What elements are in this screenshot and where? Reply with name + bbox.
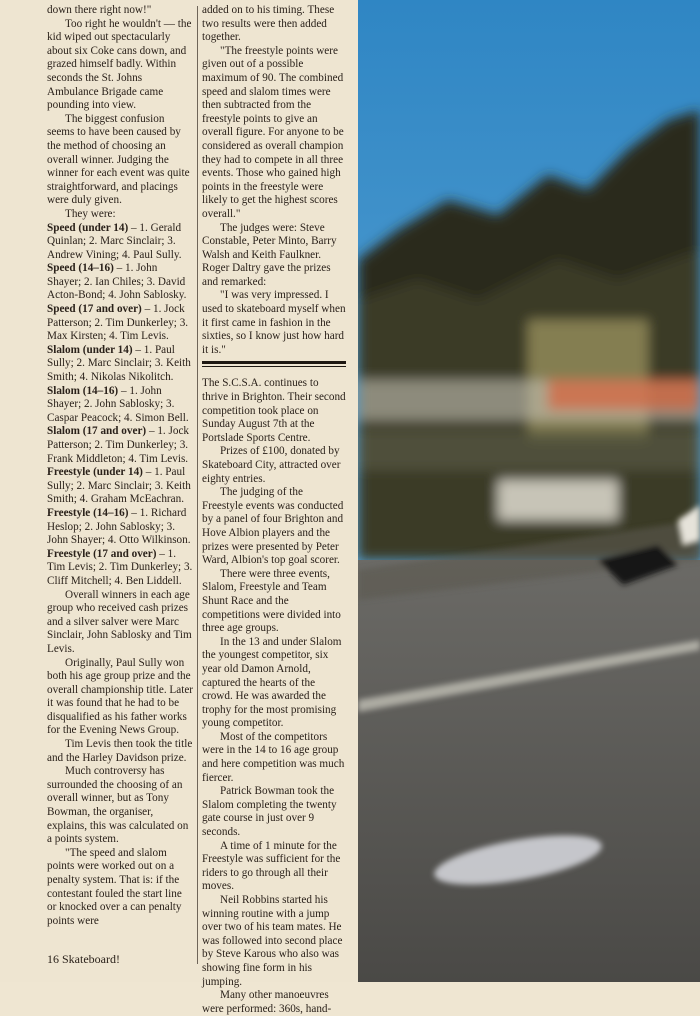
paragraph: Tim Levis then took the title and the Harley Davidson prize. (47, 738, 193, 764)
results-text: – 1. Richard Heslop; 2. John Sablosky; 3. John Shayer; 4. Otto Wilkinson. (47, 506, 191, 547)
paragraph: Prizes of £100, donated by Skateboard City, attracted over eighty entries. (202, 445, 341, 485)
article-column-2 (202, 4, 346, 1016)
paragraph: "The freestyle points were given out of a possible maximum of 90. The combined speed and slalom times were then subtracted from the freestyle points to give an overall figure. For anyone to be considered as overall champion they had to compete in all three events. Those who gained high points in the freestyle were likely to get the highest scores overall." (202, 44, 344, 220)
results-text: – 1. Jock Patterson; 2. Tim Dunkerley; 3. Max Kirsten; 4. Tim Levis. (47, 303, 189, 343)
results-text: – 1. John Shayer; 2. Ian Chiles; 3. David Acton-Bond; 4. John Sablosky. (47, 262, 187, 302)
paragraph: Too right he wouldn't — the kid wiped out spectacularly about six Coke cans down, and grazed himself badly. Within seconds the St. Johns Ambulance Brigade came pounding into view. (47, 17, 192, 112)
paragraph: down there right now!" (47, 4, 152, 16)
results-heading: Freestyle (under 14) (47, 466, 143, 479)
results-heading: Slalom (14–16) (47, 384, 119, 397)
paragraph: "The speed and slalom points were worked out on a penalty system. That is: if the contestant fouled the start line or knocked over a can penalty points were (47, 846, 182, 927)
paragraph: The judges were: Steve Constable, Peter Minto, Barry Walsh and Keith Faulkner. Roger Daltry gave the prizes and remarked: (202, 221, 337, 288)
results-entry (47, 385, 193, 426)
paragraph: Most of the competitors were in the 14 to 16 age group and here competition was much fiercer. (202, 730, 345, 784)
results-entry (47, 507, 193, 548)
paragraph: The S.C.S.A. continues to thrive in Brighton. Their second competition took place on Sunday August 7th at the Portslade Sports Centre. (202, 377, 346, 444)
paragraph: In the 13 and under Slalom the youngest competitor, six year old Damon Arnold, captured the hearts of the crowd. He was awarded the trophy for the most promising young competitor. (202, 635, 342, 730)
paragraph: The judging of the Freestyle events was conducted by a panel of four Brighton and Hove Albion players and the prizes were presented by Peter Ward, Albion's top goal scorer. (202, 486, 344, 567)
paragraph: Patrick Bowman took the Slalom completing the twenty gate course in just over 9 seconds. (202, 785, 337, 839)
results-heading: Speed (under 14) (47, 221, 129, 234)
paragraph: Neil Robbins started his winning routine with a jump over two of his team mates. He was followed into second place by Steve Karous who also was showing fine form in his jumping. (202, 894, 343, 988)
paragraph: There were three events, Slalom, Freestyle and Team Shunt Race and the competitions were divided into three age groups. (202, 567, 341, 635)
paragraph: Many other manoeuvres were performed: 360s, hand- (202, 989, 332, 1015)
results-entry (47, 425, 193, 466)
results-heading: Speed (14–16) (47, 262, 114, 275)
paragraph: They were: (65, 207, 116, 220)
results-heading: Slalom (17 and over) (47, 425, 147, 438)
paragraph: "I was very impressed. I used to skateboard myself when it first came in fashion in the sixties, so I know just how hard it is." (202, 289, 346, 356)
results-heading: Freestyle (14–16) (47, 506, 129, 519)
results-entry (47, 344, 193, 385)
column-2-top-text (202, 4, 346, 357)
results-heading: Speed (17 and over) (47, 303, 142, 316)
column-2-bottom-text (202, 377, 346, 1016)
page-folio: 16 Skateboard! (47, 952, 120, 966)
results-entry (47, 222, 193, 263)
paragraph: A time of 1 minute for the Freestyle was sufficient for the riders to go through all their moves. (202, 839, 341, 893)
results-text: – 1. Gerald Quinlan; 2. Marc Sinclair; 3. Andrew Vining; 4. Paul Sully. (47, 221, 182, 261)
results-text: – 1. Jock Patterson; 2. Tim Dunkerley; 3. Frank Middleton; 4. Tim Levis. (47, 425, 190, 465)
paragraph: Overall winners in each age group who received cash prizes and a silver salver were Marc Sinclair, John Sablosky and Tim Levis. (47, 588, 192, 655)
results-entry (47, 548, 193, 589)
paragraph: Originally, Paul Sully won both his age group prize and the overall championship title. Later it was found that he had to be disqualified as his father works for the Evening News Group. (47, 656, 194, 737)
article-column-1 (47, 4, 193, 928)
column-divider (197, 6, 198, 964)
skateboard-photo (358, 0, 700, 982)
section-rule (202, 361, 346, 367)
paragraph: The biggest confusion seems to have been caused by the method of choosing an overall winner. Judging the winner for each event was quite straightforward, and placings were duly given. (47, 112, 190, 207)
results-entry (47, 466, 193, 507)
results-heading: Slalom (under 14) (47, 343, 133, 356)
results-entry (47, 303, 193, 344)
results-text: – 1. John Shayer; 2. John Sablosky; 3. Caspar Peacock; 4. Simon Bell. (47, 384, 189, 424)
results-text: – 1. Paul Sully; 2. Marc Sinclair; 3. Keith Smith; 4. Nikolas Nikolitch. (47, 343, 191, 384)
results-text: – 1. Tim Levis; 2. Tim Dunkerley; 3. Cliff Mitchell; 4. Ben Liddell. (47, 547, 193, 587)
paragraph: added on to his timing. These two results were then added together. (202, 4, 335, 44)
results-entry (47, 262, 193, 303)
results-heading: Freestyle (17 and over) (47, 547, 157, 560)
results-text: – 1. Paul Sully; 2. Marc Sinclair; 3. Keith Smith; 4. Graham McEachran. (47, 466, 191, 506)
paragraph: Much controversy has surrounded the choosing of an overall winner, but as Tony Bowman, the organiser, explains, this was calculated on a points system. (47, 765, 189, 846)
